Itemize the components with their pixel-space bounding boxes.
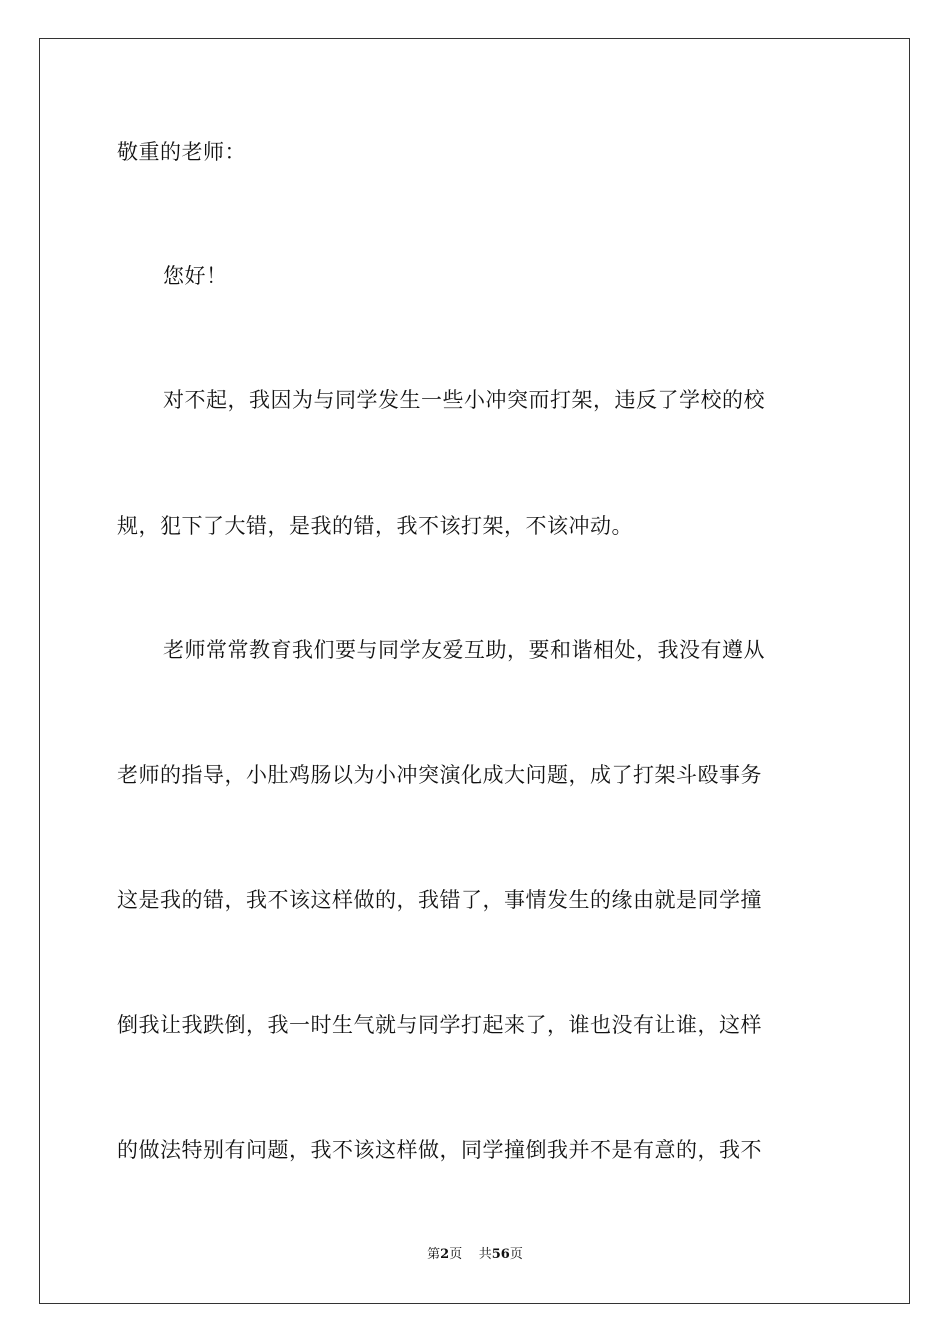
paragraph-line: 这是我的错，我不该这样做的，我错了，事情发生的缘由就是同学撞 [117, 888, 762, 912]
paragraph-line: 的做法特别有问题，我不该这样做，同学撞倒我并不是有意的，我不 [117, 1138, 762, 1162]
total-prefix: 共 [478, 1247, 492, 1262]
paragraph-line: 规，犯下了大错，是我的错，我不该打架，不该冲动。 [117, 514, 633, 538]
page-number: 2 [440, 1247, 450, 1262]
total-pages: 56 [491, 1247, 510, 1262]
total-suffix: 页 [509, 1247, 523, 1262]
page-footer [0, 1246, 950, 1264]
greeting: 您好！ [163, 264, 228, 288]
paragraph-line: 老师常常教育我们要与同学友爱互助，要和谐相处，我没有遵从 [163, 638, 765, 662]
paragraph-line: 倒我让我跌倒，我一时生气就与同学打起来了，谁也没有让谁，这样 [117, 1013, 762, 1037]
salutation: 敬重的老师： [117, 140, 246, 164]
page-suffix: 页 [449, 1247, 463, 1262]
paragraph-line: 对不起，我因为与同学发生一些小冲突而打架，违反了学校的校 [163, 388, 765, 412]
paragraph-line: 老师的指导，小肚鸡肠以为小冲突演化成大问题，成了打架斗殴事务 [117, 763, 762, 787]
page-prefix: 第 [427, 1247, 441, 1262]
page-border [39, 38, 910, 1304]
